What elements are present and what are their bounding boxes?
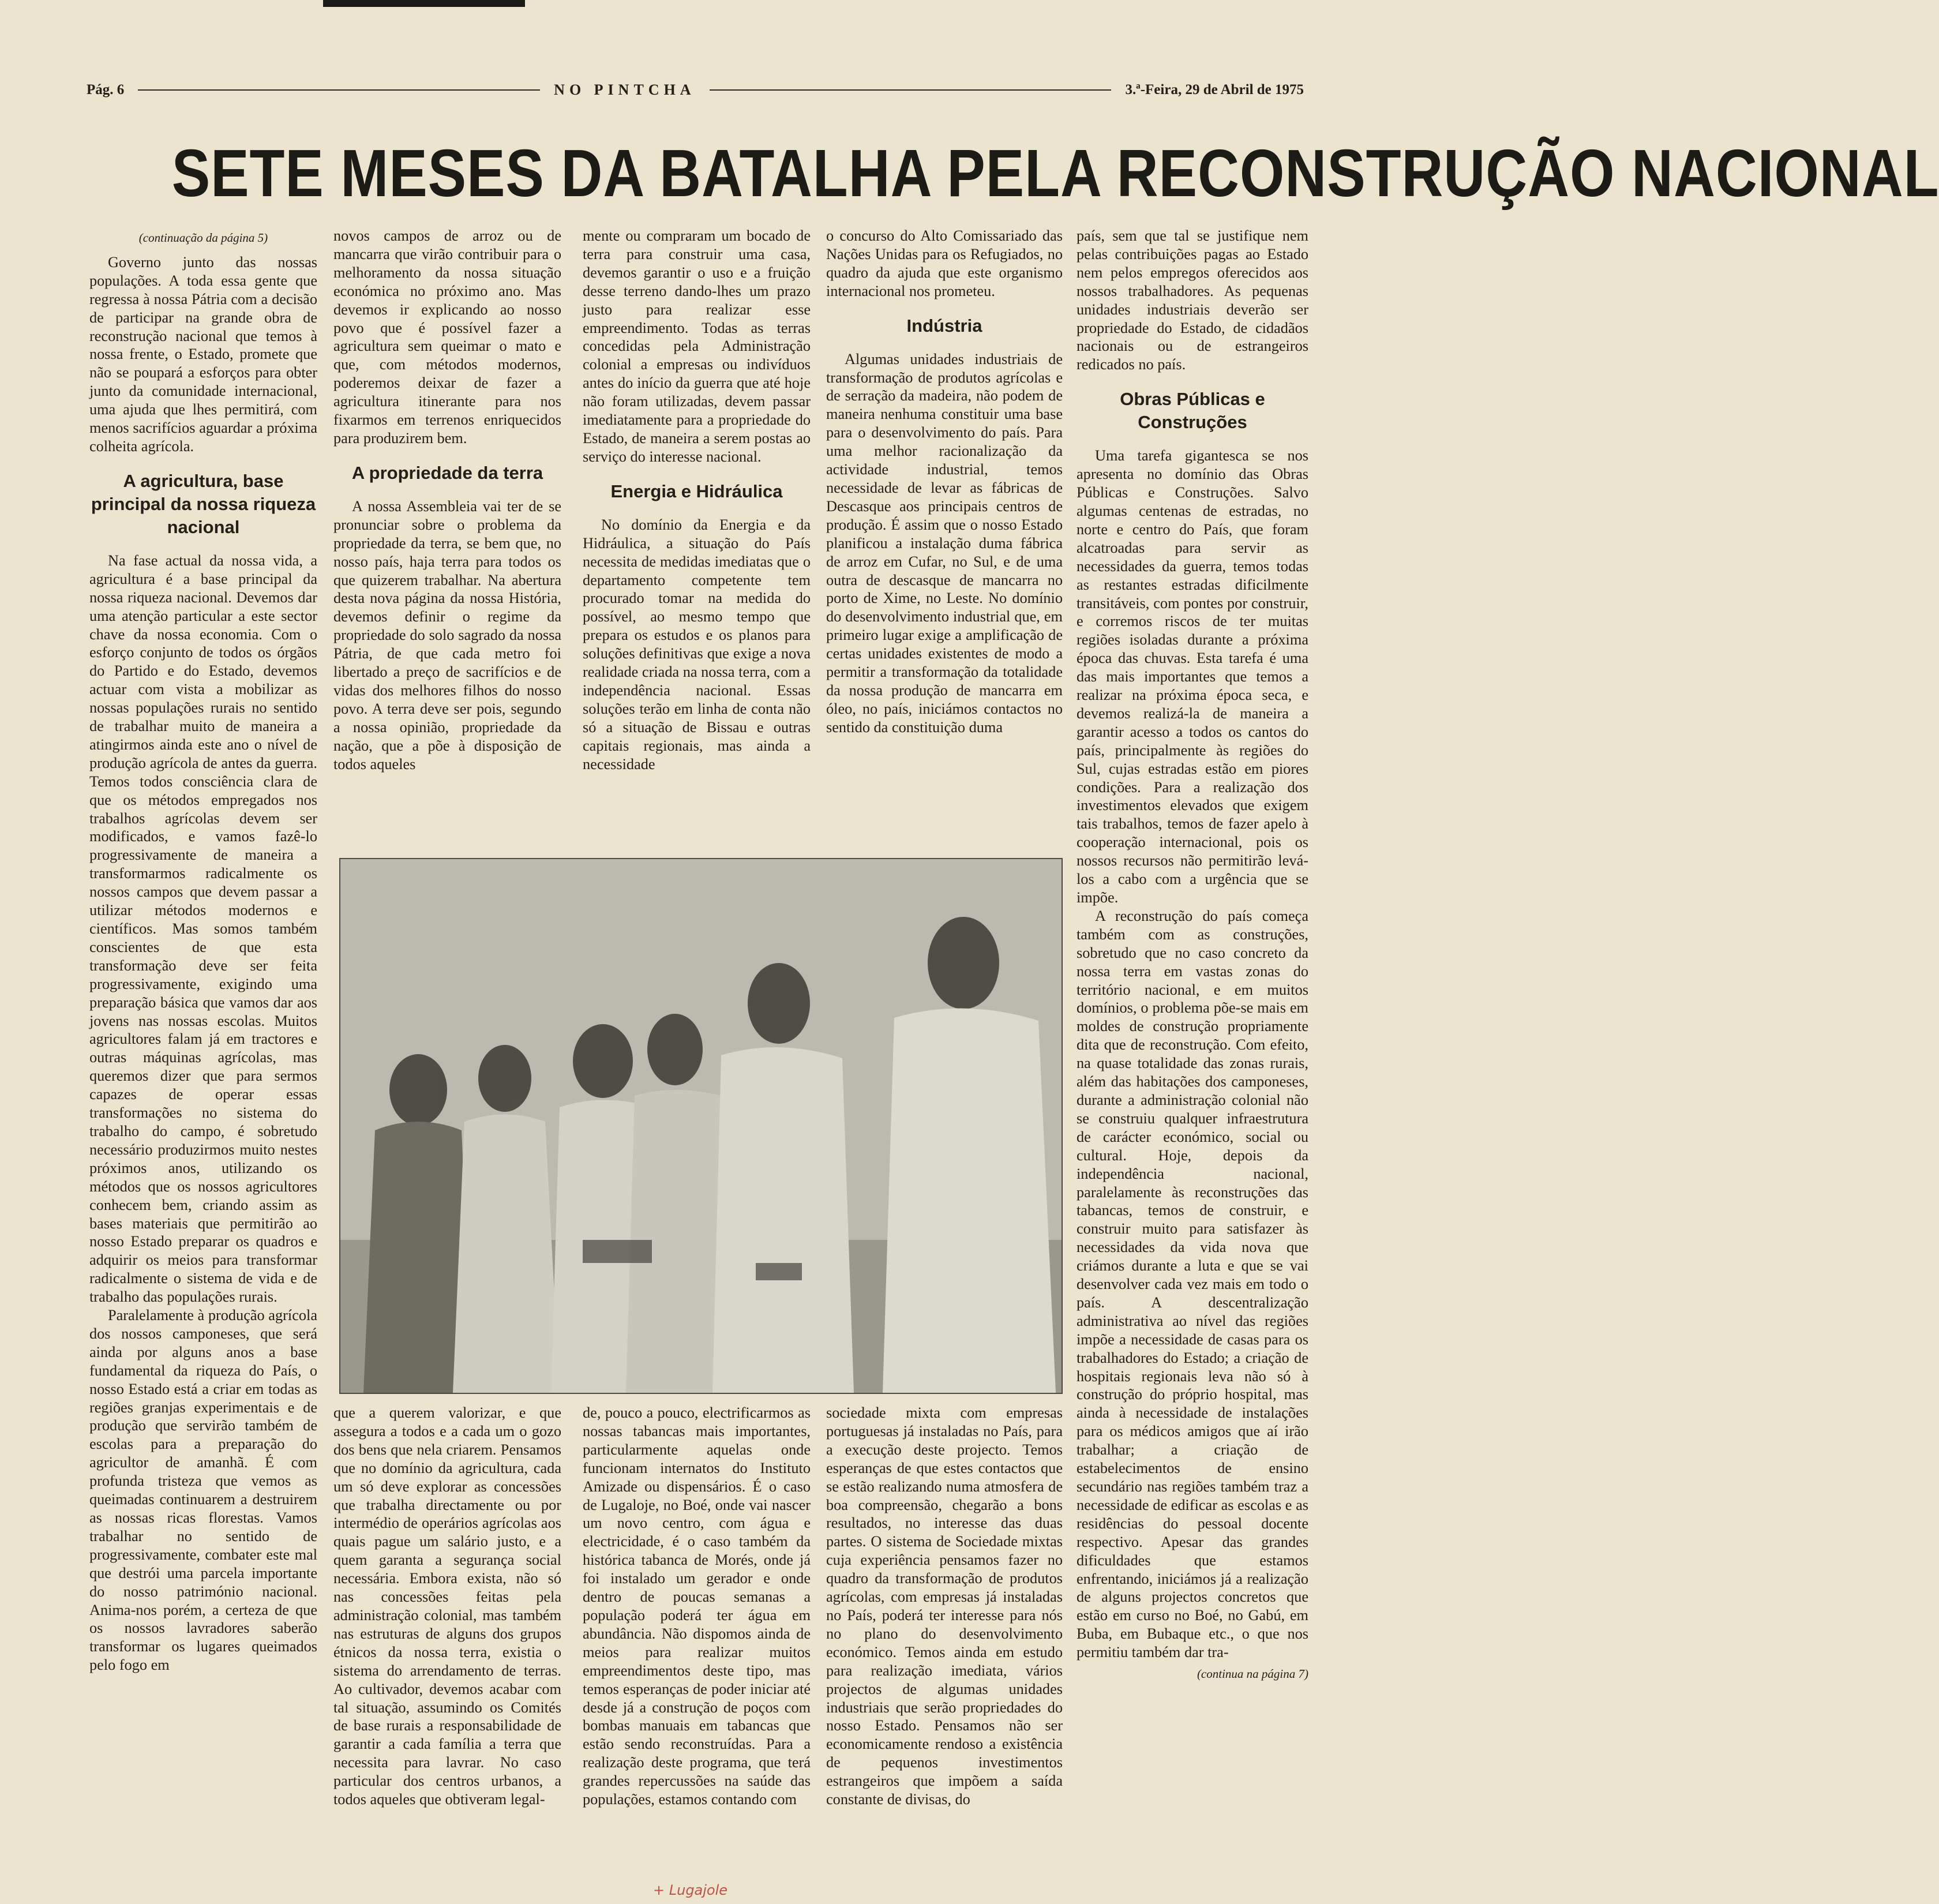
paragraph: o concurso do Alto Comissariado das Nações Unidas para os Refugiados, no quadro da ajuda que este organismo internacional nos prometeu.	[826, 227, 1063, 299]
section-heading-public-works: Obras Públicas e Construções	[1120, 389, 1265, 433]
paragraph: país, sem que tal se justifique nem pelas contribuições pagas ao Estado nem pelos empregos oferecidos aos nossos trabalhadores. As pequenas unidades industriais deverão ser propriedade do Estado, de cidadãos nacionais ou de estrangeiros redicados no país.	[1077, 227, 1308, 373]
paragraph: Algumas unidades industriais de transformação de produtos agrícolas e de serração da madeira, não podem de maneira nenhuma constituir uma base para o desenvolvimento do país. Para uma melhor racionalização da actividade industrial, temos necessidade de levar as fábricas de Descasque aos principais centros de produção. É assim que o nosso Estado planificou a instalação duma fábrica de arroz em Cufar, no Sul, e de uma outra de descasque de mancarra no porto de Xime, no Leste. No domínio do desenvolvimento industrial que, em primeiro lugar exige a amplificação de certas unidades existentes de modo a permitir a transformação da totalidade da nossa produção de mancarra em óleo, no país, iniciámos contactos no sentido da constituição duma	[826, 350, 1063, 736]
news-photo	[339, 858, 1063, 1394]
paragraph: Na fase actual da nossa vida, a agricultura é a base principal da nossa riqueza nacional. Devemos dar uma atenção particular a este sector chave da nossa economia. Com o esforço conjunto de todos os órgãos do Partido e do Estado, devemos actuar com vista a mobilizar as nossas populações rurais no sentido de trabalhar muito de maneira a atingirmos ainda este ano o nível de produção agrícola de antes da guerra. Temos todos consciência clara de que os métodos empregados nos trabalhos agrícolas devem ser modificados, e vamos fazê-lo progressivamente de maneira a transformarmos radicalmente os nossos campos que devem passar a utilizar métodos modernos e científicos. Mas somos também conscientes de que esta transformação deve ser feita progressivamente, exigindo uma preparação básica que vamos dar aos jovens nas nossas escolas. Muitos agricultores falam já em tractores e outras máquinas agrícolas, mas queremos dizer que para sermos capazes de operar essas transformações no sistema do trabalho do campo, é sobretudo necessário produzirmos muito nestes próximos anos, utilizando os métodos que os nossos agricultores conhecem bem, criando assim as bases materiais que permitirão ao nosso Estado preparar os quadros e adquirir os meios para transformar radicalmente o sistema de vida e de trabalho das populações rurais.	[89, 552, 317, 1306]
column-2-top	[333, 227, 561, 850]
continued-note: (continua na página 7)	[1197, 1667, 1308, 1681]
masthead-rule-right	[710, 89, 1112, 91]
column-4-bottom	[826, 1404, 1063, 1865]
column-3-bottom	[583, 1404, 811, 1865]
column-4-top	[826, 227, 1063, 850]
newspaper-name: NO PINTCHA	[554, 81, 696, 98]
column-2-bottom	[333, 1404, 561, 1865]
handwritten-note: + Lugajole	[653, 1882, 728, 1898]
paragraph: Uma tarefa gigantesca se nos apresenta no domínio das Obras Públicas e Construções. Salvo algumas centenas de estradas, no norte e centro do País, que foram alcatroadas para servir as necessidades da guerra, temos todas as restantes estradas dificilmente transitáveis, com pontes por construir, e corremos riscos de ter muitas regiões isoladas durante a próxima época das chuvas. Esta tarefa é uma das mais importantes que temos a realizar na próxima época seca, e devemos realizá-la de maneira a garantir acesso a todos os cantos do país, principalmente às regiões do Sul, cujas estradas estão em piores condições. Para a realização dos investimentos elevados que exigem tais trabalhos, temos de fazer apelo à cooperação internacional, pois os nossos recursos não permitirão levá-los a cabo com a urgência que se impõe.	[1077, 447, 1308, 906]
paragraph: mente ou compraram um bocado de terra para construir uma casa, devemos garantir o uso e a fruição desse terreno dando-lhes um prazo justo para realizar esse empreendimento. Todas as terras concedidas pela Administração colonial a empresas ou indivíduos antes do início da guerra que até hoje não foram utilizadas, devem passar imediatamente para a propriedade do Estado, de maneira a serem postas ao serviço do interesse nacional.	[583, 227, 811, 465]
paragraph: A nossa Assembleia vai ter de se pronunciar sobre o problema da propriedade da terra, se bem que, no nosso país, haja terra para todos os que quizerem trabalhar. Na abertura desta nova página da nossa História, devemos definir o regime da propriedade do solo sagrado da nossa Pátria, de que cada metro foi libertado a preço de sacrifícios e de vidas dos melhores filhos do nosso povo. A terra deve ser pois, segundo a nossa opinião, propriedade da nação, que a põe à disposição de todos aqueles	[333, 497, 561, 773]
paragraph: A reconstrução do país começa também com as construções, sobretudo que no caso concreto da nossa terra em vastas zonas do território nacional, e em muitos domínios, o problema põe-se mais em moldes de construção propriamente dita que de reconstrução. Com efeito, na quase totalidade das zonas rurais, além das habitações dos camponeses, durante a administração colonial não se construiu qualquer infraestrutura de carácter económico, social ou cultural. Hoje, depois da independência nacional, paralelamente às reconstruções das tabancas, temos de construir, e construir muito para satisfazer às necessidades da vida nova que criámos durante a luta e que se vai desenvolver cada vez mais em todo o país. A descentralização administrativa ao nível das regiões impõe a necessidade de casas para os trabalhadores do Estado; a criação de hospitais regionais leva não só à construção do próprio hospital, mas ainda à necessidade de instalações para os médicos amigos que aí irão trabalhar; a criação de estabelecimentos de ensino secundário nas regiões também traz a necessidade de edificar as escolas e as residências do pessoal docente respectivo. Apesar das grandes dificuldades que estamos enfrentando, iniciámos já a realização de alguns projectos concretos que estão em curso no Boé, no Gabú, em Buba, em Bubaque etc., o que nos permitiu também dar tra-	[1077, 907, 1308, 1661]
paragraph: que a querem valorizar, e que assegura a todos e a cada um o gozo dos bens que nela criarem. Pensamos que no domínio da agricultura, cada um só deve explorar as concessões que trabalha directamente ou por intermédio de operários agrícolas aos quais pague um salário justo, e a quem garanta a segurança social necessária. Embora exista, não só nas concessões feitas pela administração colonial, mas também nas estruturas de alguns dos grupos étnicos da nossa terra, existia o sistema do arrendamento de terras. Ao cultivador, devemos acabar com tal situação, assumindo os Comités de base rurais a responsabilidade de garantir a cada família a terra que necessita para lavrar. No caso particular dos centros urbanos, a todos aqueles que obtiveram legal-	[333, 1404, 561, 1808]
column-1	[89, 227, 317, 1865]
column-5	[1077, 227, 1308, 1865]
paragraph: de, pouco a pouco, electrificarmos as nossas tabancas mais importantes, particularmente aquelas onde funcionam internatos do Instituto Amizade ou dispensários. É o caso de Lugaloje, no Boé, onde vai nascer um novo centro, com água e electricidade, é o caso também da histórica tabanca de Morés, onde já foi instalado um gerador e onde dentro de poucas semanas a população poderá ter água em abundância. Não dispomos ainda de meios para realizar muitos empreendimentos deste tipo, mas temos esperanças de poder iniciar até desde já a construção de poços com bombas manuais em tabancas que estão sendo reconstruídas. Para a realização deste programa, que terá grandes repercussões na saúde das populações, estamos contando com	[583, 1404, 811, 1808]
scan-edge-mark	[323, 0, 525, 7]
issue-date: 3.ª-Feira, 29 de Abril de 1975	[1125, 82, 1304, 98]
paragraph: sociedade mixta com empresas portuguesas já instaladas no País, para a execução deste projecto. Temos esperanças de que estes contactos que se estão realizando numa atmosfera de boa compreensão, chegarão a bons resultados, no interesse das duas partes. O sistema de Sociedade mixtas cuja experiência pensamos fazer no quadro da transformação de produtos agrícolas, com empresas já instaladas no País, poderá ter interesse para nós no plano do desenvolvimento económico. Temos ainda em estudo para realização imediata, vários projectos de algumas unidades industriais que serão propriedades do nosso Estado. Pensamos não ser economicamente rendoso a existência de pequenos investimentos estrangeiros que impõem a saída constante de divisas, do	[826, 1404, 1063, 1808]
page-number: Pág. 6	[87, 82, 125, 98]
paragraph: No domínio da Energia e da Hidráulica, a situação do País necessita de medidas imediatas que o departamento competente tem procurado tomar na medida do possível, ao mesmo tempo que prepara os estudos e os planos para soluções definitivas que exige a nova realidade criada na nossa terra, com a independência nacional. Essas soluções terão em linha de conta não só a situação de Bissau e outras capitais regionais, mas ainda a necessidade	[583, 516, 811, 773]
section-heading-land-ownership: A propriedade da terra	[351, 462, 543, 483]
paragraph: Paralelamente à produção agrícola dos nossos camponeses, que será ainda por alguns anos a base fundamental da riqueza do País, o nosso Estado está a criar em todas as regiões granjas experimentais e de produção que servirão também de escolas para a preparação do agricultor de amanhã. É com profunda tristeza que vemos as queimadas continuarem a destruirem as nossas ricas florestas. Vamos trabalhar no sentido de progressivamente, combater este mal que destrói uma parcela importante do nosso património nacional. Anima-nos porém, a certeza de que os nossos lavradores saberão transformar os lugares queimados pelo fogo em	[89, 1307, 317, 1674]
paragraph: Governo junto das nossas populações. A toda essa gente que regressa à nossa Pátria com a decisão de participar na grande obra de reconstrução nacional que temos à nossa frente, o Estado, promete que não se poupará a esforços para obter junto da comunidade internacional, uma ajuda que lhes permitirá, com menos sacrifícios aguardar a próxima colheita agrícola.	[89, 253, 317, 455]
main-headline: SETE MESES DA BATALHA PELA RECONSTRUÇÃO NACIONAL	[171, 136, 1939, 211]
section-heading-industry: Indústria	[906, 315, 982, 336]
column-3-top	[583, 227, 811, 850]
section-heading-energy: Energia e Hidráulica	[610, 481, 783, 501]
photo-group-of-men	[340, 859, 1062, 1393]
masthead-bar	[87, 78, 1304, 102]
continuation-note: (continuação da página 5)	[138, 231, 268, 245]
masthead-rule-left	[138, 89, 540, 91]
section-heading-agriculture: A agricultura, base principal da nossa riqueza nacional	[91, 470, 316, 537]
paragraph: novos campos de arroz ou de mancarra que virão contribuir para o melhoramento da nossa situação económica no próximo ano. Mas devemos ir explicando ao nosso povo que é possível fazer a agricultura sem queimar o mato e que, com métodos modernos, poderemos deixar de fazer a agricultura itinerante para nos fixarmos em terrenos enriquecidos para produzirem bem.	[333, 227, 561, 447]
